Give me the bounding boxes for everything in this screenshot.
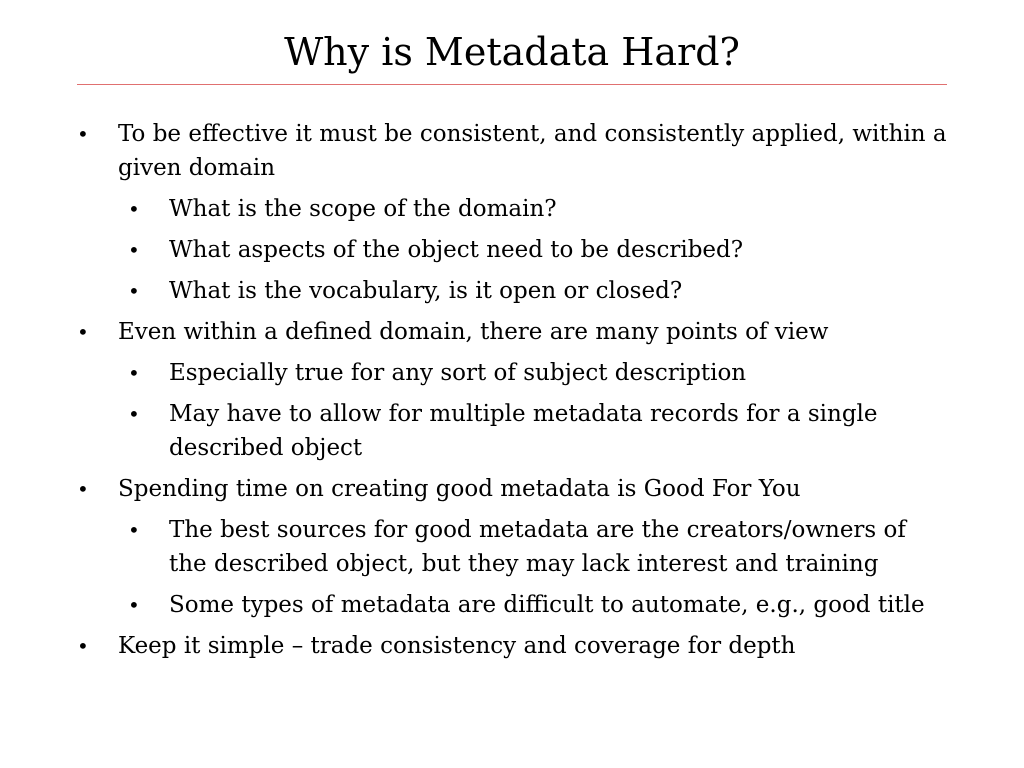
bullet-text: To be effective it must be consistent, and consistently applied, within a given domain	[118, 121, 947, 181]
sub-bullet-item	[77, 233, 947, 267]
bullet-item	[77, 117, 947, 185]
bullet-list	[77, 117, 947, 670]
sub-bullet-item	[77, 192, 947, 226]
sub-bullet-item	[77, 513, 947, 581]
bullet-marker: •	[128, 238, 140, 262]
bullet-text: Some types of metadata are difficult to automate, e.g., good title	[169, 592, 925, 618]
bullet-text: Even within a defined domain, there are many points of view	[118, 319, 829, 345]
bullet-item	[77, 629, 947, 663]
sub-bullet-item	[77, 356, 947, 390]
bullet-marker: •	[77, 634, 89, 658]
bullet-marker: •	[128, 279, 140, 303]
bullet-marker: •	[128, 518, 140, 542]
bullet-text: May have to allow for multiple metadata records for a single described object	[169, 401, 878, 461]
bullet-marker: •	[128, 402, 140, 426]
sub-bullet-item	[77, 588, 947, 622]
bullet-text: The best sources for good metadata are the creators/owners of the described object, but they may lack interest and training	[169, 517, 906, 577]
bullet-marker: •	[77, 122, 89, 146]
bullet-marker: •	[77, 477, 89, 501]
bullet-item	[77, 472, 947, 506]
bullet-marker: •	[77, 320, 89, 344]
bullet-text: Especially true for any sort of subject description	[169, 360, 747, 386]
slide-title: Why is Metadata Hard?	[284, 30, 740, 74]
bullet-text: Spending time on creating good metadata is Good For You	[118, 476, 801, 502]
bullet-item	[77, 315, 947, 349]
bullet-marker: •	[128, 197, 140, 221]
title-divider	[77, 84, 947, 85]
bullet-marker: •	[128, 593, 140, 617]
bullet-text: What is the vocabulary, is it open or closed?	[169, 278, 683, 304]
bullet-text: What is the scope of the domain?	[169, 196, 557, 222]
bullet-marker: •	[128, 361, 140, 385]
sub-bullet-item	[77, 397, 947, 465]
bullet-text: What aspects of the object need to be described?	[169, 237, 744, 263]
sub-bullet-item	[77, 274, 947, 308]
bullet-text: Keep it simple – trade consistency and coverage for depth	[118, 633, 796, 659]
